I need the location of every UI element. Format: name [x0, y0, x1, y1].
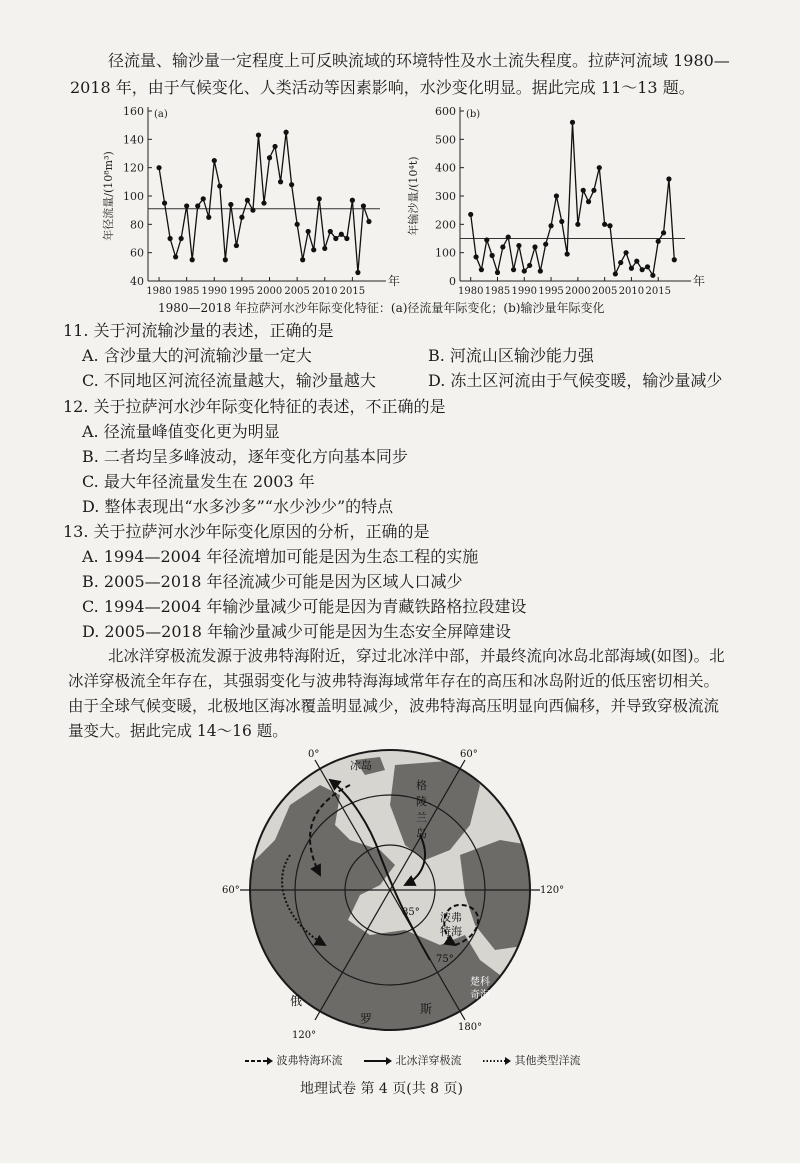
- label-greenland-4: 岛: [416, 827, 427, 840]
- charta-point-2008: [311, 247, 316, 252]
- legend-beaufort-swatch: [245, 1057, 273, 1065]
- chartb-series-line: [471, 122, 675, 275]
- label-lon-60e: 60°: [460, 749, 478, 760]
- legend-transpolar-label: 北冰洋穿极流: [395, 1054, 462, 1067]
- charta-point-1983: [173, 254, 178, 259]
- intro2-line1: 北冰洋穿极流发源于波弗特海附近，穿过北冰洋中部，并最终流向冰岛北部海域(如图)。北: [108, 647, 725, 665]
- label-greenland-1: 格: [416, 779, 427, 792]
- charta-ytick-label-1: 60: [130, 246, 144, 260]
- charta-ytick-label-0: 40: [130, 275, 144, 288]
- label-chukchi-2: 奇海: [470, 990, 490, 1001]
- charta-xtick-label-1: 1985: [173, 286, 200, 297]
- charta-point-1986: [190, 257, 195, 262]
- q13-option-c: C. 1994—2004 年输沙量减少可能是因为青藏铁路格拉段建设: [82, 597, 527, 616]
- q12-stem: 12. 关于拉萨河水沙年际变化特征的表述，不正确的是: [63, 397, 446, 416]
- label-lon-0: 0°: [308, 749, 320, 760]
- charta-ylabel: 年径流量/(10⁸m³): [102, 151, 115, 241]
- chartb-point-1997: [559, 219, 564, 224]
- chartb-xtick-label-6: 2010: [618, 286, 645, 297]
- q11-option-a: A. 含沙量大的河流输沙量一定大: [82, 346, 312, 365]
- label-chukchi-1: 楚科: [470, 977, 490, 988]
- chartb-point-1982: [479, 267, 484, 272]
- charta-xtick-label-6: 2010: [312, 286, 338, 297]
- label-lon-120e: 120°: [540, 885, 565, 896]
- charta-point-2002: [278, 179, 283, 184]
- chartb-point-1990: [522, 268, 527, 273]
- label-beaufort-1: 波弗: [440, 911, 462, 924]
- chartb-point-1992: [532, 244, 537, 249]
- chartb-xtick-label-5: 2005: [591, 286, 618, 297]
- charta-point-2009: [317, 196, 322, 201]
- charta-point-2010: [322, 246, 327, 251]
- charta-xtick-label-2: 1990: [201, 286, 228, 297]
- label-lon-180: 180°: [458, 1022, 483, 1033]
- charta-point-1993: [228, 202, 233, 207]
- chartb-point-2009: [623, 250, 628, 255]
- q12-option-a: A. 径流量峰值变化更为明显: [82, 422, 280, 441]
- chartb-point-1998: [565, 251, 570, 256]
- q13-option-a: A. 1994—2004 年径流增加可能是因为生态工程的实施: [82, 547, 479, 566]
- chartb-point-2017: [666, 176, 671, 181]
- q13-option-d: D. 2005—2018 年输沙量减少可能是因为生态安全屏障建设: [82, 622, 511, 641]
- chartb-point-1985: [495, 270, 500, 275]
- charta-point-1995: [239, 215, 244, 220]
- chartb-xtick-label-2: 1990: [511, 286, 538, 297]
- label-lon-120w: 120°: [292, 1030, 317, 1041]
- charta-point-2005: [295, 222, 300, 227]
- charta-xlabel: 年: [388, 274, 401, 288]
- label-greenland-3: 兰: [416, 811, 427, 824]
- q12-option-b: B. 二者均呈多峰波动，逐年变化方向基本同步: [82, 447, 408, 466]
- charta-point-2015: [350, 198, 355, 203]
- q13-option-b: B. 2005—2018 年径流减少可能是因为区域人口减少: [82, 572, 463, 591]
- chartb-point-2016: [661, 230, 666, 235]
- chartb-point-1980: [468, 212, 473, 217]
- chartb-point-2002: [586, 199, 591, 204]
- charta-point-2016: [355, 270, 360, 275]
- chartb-ytick-label-5: 500: [435, 133, 456, 147]
- intro2-line2: 冰洋穿极流全年存在，其强弱变化与波弗特海海域常年存在的高压和冰岛附近的低压密切相关。: [68, 672, 720, 690]
- charta-point-1989: [206, 215, 211, 220]
- chartb-point-1995: [548, 223, 553, 228]
- label-russia-2: 罗: [360, 1012, 373, 1026]
- charta-xtick-label-0: 1980: [146, 286, 172, 297]
- charta-point-1991: [217, 183, 222, 188]
- chartb-point-1988: [511, 267, 516, 272]
- q12-option-c: C. 最大年径流量发生在 2003 年: [82, 472, 315, 491]
- map-legend: [245, 1052, 581, 1068]
- chartb-point-2012: [640, 267, 645, 272]
- charta-point-1982: [167, 236, 172, 241]
- charta-point-2017: [361, 203, 366, 208]
- chartb-point-1993: [538, 268, 543, 273]
- chartb-xtick-label-0: 1980: [457, 286, 484, 297]
- chartb-point-1984: [490, 253, 495, 258]
- label-iceland: 冰岛: [350, 759, 372, 772]
- chart-sediment: [405, 103, 705, 303]
- charta-ytick-label-6: 160: [123, 105, 144, 118]
- charta-point-2001: [272, 144, 277, 149]
- charta-xtick-label-3: 1995: [229, 286, 255, 297]
- chartb-point-2007: [613, 271, 618, 276]
- chartb-point-1986: [500, 244, 505, 249]
- charta-point-2012: [333, 236, 338, 241]
- charta-point-2013: [339, 232, 344, 237]
- charta-panel-label: (a): [154, 109, 168, 120]
- charta-ytick-label-5: 140: [123, 133, 144, 147]
- charta-point-1994: [234, 243, 239, 248]
- chartb-point-2013: [645, 264, 650, 269]
- chartb-point-1983: [484, 237, 489, 242]
- charta-point-2004: [289, 182, 294, 187]
- chartb-ylabel: 年输沙量/(10⁴t): [407, 156, 420, 236]
- charta-point-2014: [344, 236, 349, 241]
- chartb-point-2004: [597, 165, 602, 170]
- charta-point-2006: [300, 257, 305, 262]
- chartb-point-2001: [581, 188, 586, 193]
- chartb-point-2015: [656, 239, 661, 244]
- chartb-xtick-label-4: 2000: [565, 286, 591, 297]
- chartb-xtick-label-7: 2015: [645, 286, 671, 297]
- q13-stem: 13. 关于拉萨河水沙年际变化原因的分析，正确的是: [63, 522, 430, 541]
- chartb-point-1989: [516, 243, 521, 248]
- charta-xtick-label-7: 2015: [339, 286, 366, 297]
- label-beaufort-2: 特海: [440, 925, 462, 938]
- legend-beaufort-label: 波弗特海环流: [276, 1054, 343, 1067]
- charta-point-1987: [195, 203, 200, 208]
- chartb-ytick-label-0: 0: [449, 275, 456, 288]
- legend-transpolar-swatch: [364, 1057, 392, 1065]
- charta-point-1990: [212, 158, 217, 163]
- chartb-ytick-label-2: 200: [435, 218, 456, 232]
- chartb-ytick-label-4: 400: [435, 161, 456, 175]
- q11-option-c: C. 不同地区河流径流量越大，输沙量越大: [82, 371, 376, 390]
- chartb-point-2005: [602, 222, 607, 227]
- chartb-point-1981: [473, 254, 478, 259]
- charta-point-2011: [328, 229, 333, 234]
- charta-point-1992: [223, 257, 228, 262]
- chartb-point-1991: [527, 263, 532, 268]
- page-footer: 地理试卷 第 4 页(共 8 页): [300, 1081, 463, 1097]
- label-russia-3: 斯: [420, 1002, 433, 1016]
- label-russia-1: 俄: [290, 994, 303, 1008]
- chartb-point-2000: [575, 222, 580, 227]
- q11-stem: 11. 关于河流输沙量的表述，正确的是: [63, 321, 334, 340]
- label-lon-60w: 60°: [222, 885, 240, 896]
- chart-runoff: [100, 103, 400, 303]
- chartb-point-1999: [570, 120, 575, 125]
- intro1-line1: 径流量、输沙量一定程度上可反映流域的环境特性及水土流失程度。拉萨河流域 1980—: [108, 51, 730, 70]
- q11-option-b: B. 河流山区输沙能力强: [428, 346, 594, 365]
- charta-point-1984: [179, 236, 184, 241]
- charta-point-2018: [366, 219, 371, 224]
- chartb-point-2011: [634, 259, 639, 264]
- chartb-ytick-label-1: 100: [435, 246, 456, 260]
- label-greenland-2: 陵: [416, 795, 427, 808]
- charta-point-1997: [250, 208, 255, 213]
- chartb-xlabel: 年: [693, 274, 706, 288]
- chartb-point-2003: [591, 188, 596, 193]
- chartb-point-1987: [506, 234, 511, 239]
- charta-point-2007: [306, 229, 311, 234]
- q12-option-d: D. 整体表现出“水多沙多”“水少沙少”的特点: [82, 497, 394, 516]
- charta-point-2000: [267, 155, 272, 160]
- label-lat-75: 75°: [436, 954, 454, 965]
- charta-xtick-label-5: 2005: [284, 286, 310, 297]
- charta-point-1980: [156, 165, 161, 170]
- charta-ytick-label-4: 120: [123, 161, 144, 175]
- chartb-ytick-label-3: 300: [435, 190, 456, 203]
- charta-point-1988: [201, 196, 206, 201]
- charta-point-1996: [245, 198, 250, 203]
- charta-point-2003: [283, 130, 288, 135]
- chartb-point-2010: [629, 266, 634, 271]
- chartb-point-1994: [543, 242, 548, 247]
- chartb-xtick-label-3: 1995: [538, 286, 564, 297]
- charta-point-1998: [256, 132, 261, 137]
- chartb-point-2018: [672, 257, 677, 262]
- legend-other-label: 其他类型洋流: [514, 1054, 581, 1067]
- charta-point-1981: [162, 200, 167, 205]
- chartb-point-2014: [650, 273, 655, 278]
- intro2-line3: 由于全球气候变暖，北极地区海冰覆盖明显减少，波弗特海高压明显向西偏移，并导致穿极流流: [68, 697, 720, 715]
- arctic-map: [222, 745, 570, 1045]
- charta-xtick-label-4: 2000: [256, 286, 283, 297]
- intro2-line4: 量变大。据此完成 14～16 题。: [68, 722, 288, 740]
- chart-caption: 1980—2018 年拉萨河水沙年际变化特征：(a)径流量年际变化；(b)输沙量年际变化: [158, 301, 605, 315]
- chartb-panel-label: (b): [466, 109, 481, 120]
- label-lat-85: 85°: [402, 907, 420, 918]
- chartb-point-2008: [618, 260, 623, 265]
- charta-ytick-label-3: 100: [123, 190, 144, 203]
- charta-ytick-label-2: 80: [130, 218, 144, 232]
- charta-point-1999: [261, 200, 266, 205]
- q11-option-d: D. 冻土区河流由于气候变暖，输沙量减少: [428, 371, 723, 390]
- charta-point-1985: [184, 203, 189, 208]
- chartb-ytick-label-6: 600: [435, 105, 456, 118]
- chartb-point-2006: [607, 223, 612, 228]
- intro1-line2: 2018 年，由于气候变化、人类活动等因素影响，水沙变化明显。据此完成 11～13 题。: [70, 78, 695, 97]
- chartb-point-1996: [554, 193, 559, 198]
- legend-other-swatch: [483, 1057, 511, 1065]
- chartb-xtick-label-1: 1985: [484, 286, 511, 297]
